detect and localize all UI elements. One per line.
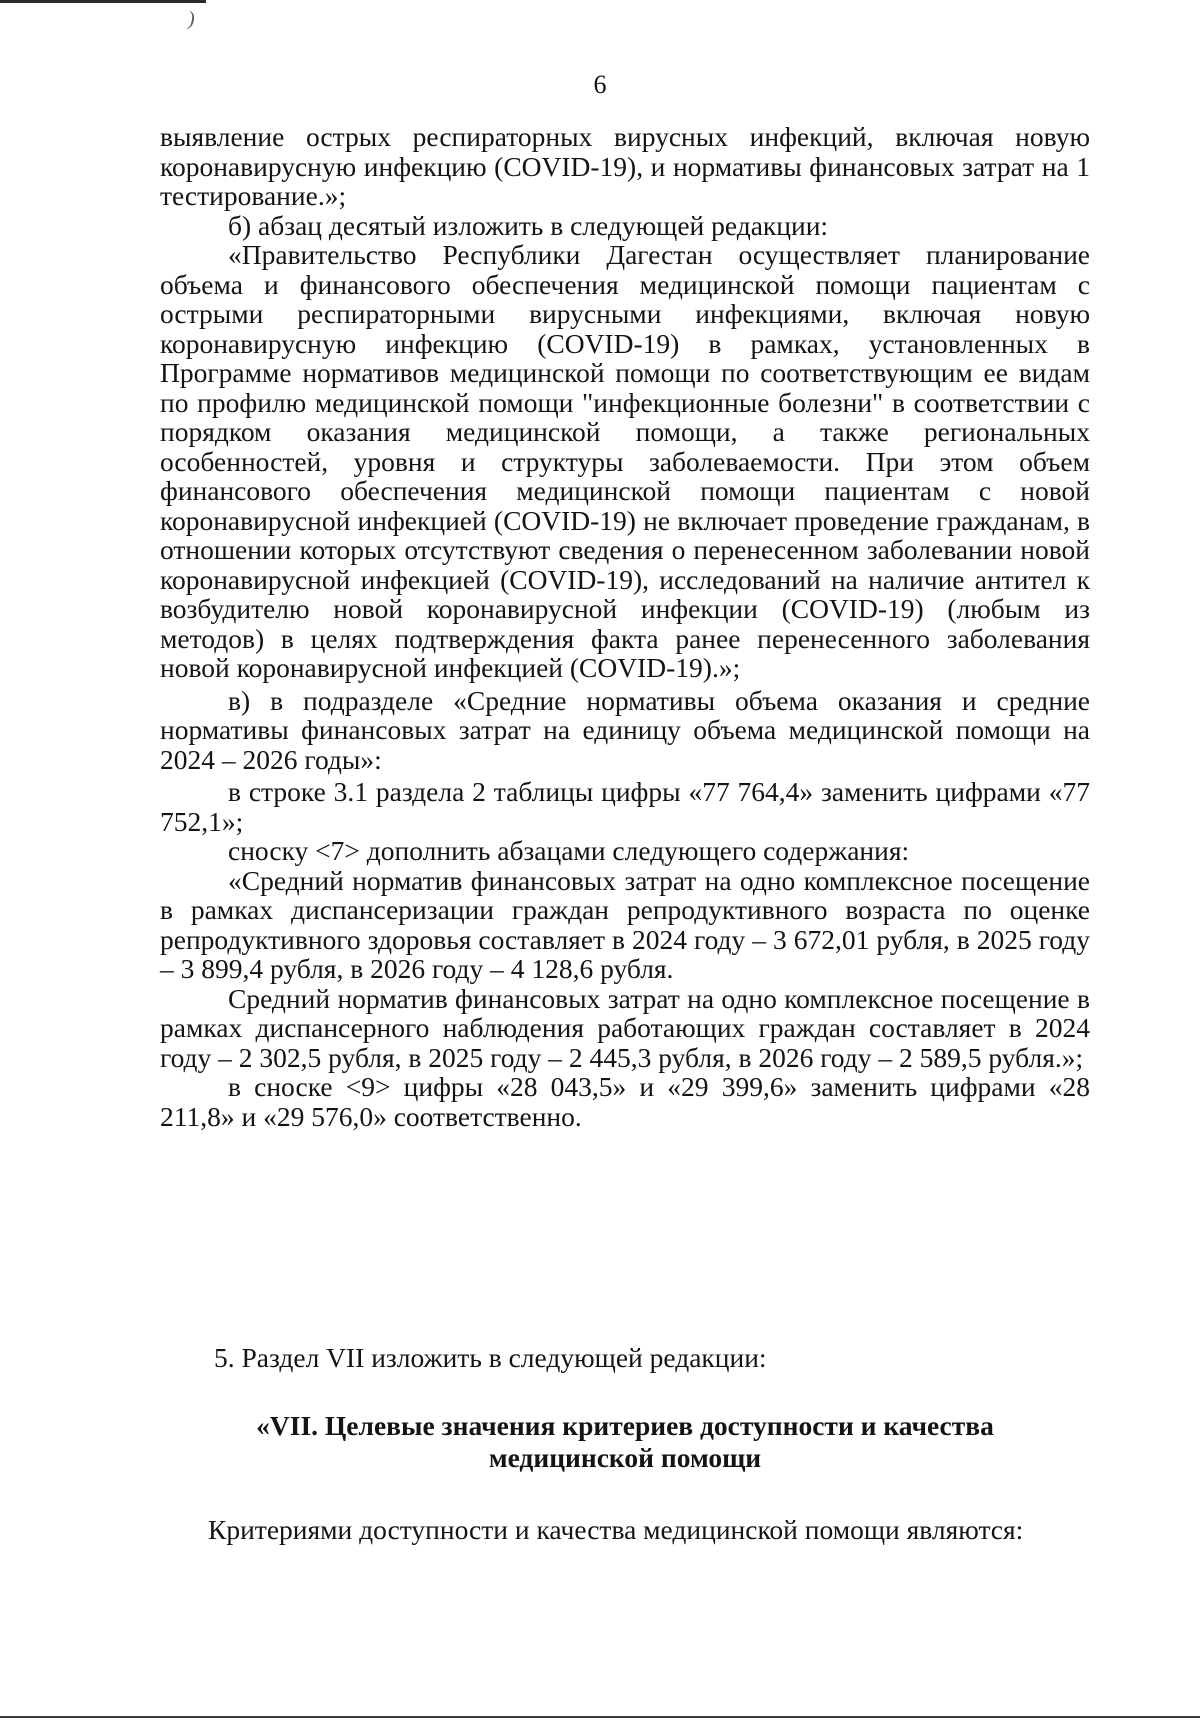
criteria-intro: Критериями доступности и качества медицинской помощи являются: (208, 1514, 1024, 1545)
paragraph: в строке 3.1 раздела 2 таблицы цифры «77 764,4» заменить цифрами «77 752,1»; (160, 776, 1090, 837)
section-heading (160, 1410, 1090, 1474)
paragraph: в сноске <9> цифры «28 043,5» и «29 399,6» заменить цифрами «28 211,8» и «29 576,0» соответственно. (160, 1071, 1090, 1132)
page-number: 6 (593, 70, 607, 99)
paragraph: выявление острых респираторных вирусных инфекций, включая новую коронавирусную инфекцию (COVID-19), и нормативы финансовых затрат на 1 тестирование.»; (160, 121, 1090, 211)
paragraph: сноску <7> дополнить абзацами следующего содержания: (228, 835, 910, 866)
margin-mark: ) (188, 8, 195, 30)
paragraph: «Правительство Республики Дагестан осуществляет планирование объема и финансового обеспечения медицинской помощи пациентам с острыми респираторными вирусными инфекциями, включая новую коронавирусную инфекцию (COVID-19) в рамках, установленных в Программе нормативов медицинской помощи по соответствующим ее видам по профилю медицинской помощи "инфекционные болезни" в соответствии с порядком оказания медицинской помощи, а также региональных особенностей, уровня и структуры заболеваемости. При этом объем финансового обеспечения медицинской помощи пациентам с новой коронавирусной инфекцией (COVID-19) не включает проведение гражданам, в отношении которых отсутствуют сведения о перенесенном заболевании новой коронавирусной инфекцией (COVID-19), исследований на наличие антител к возбудителю новой коронавирусной инфекции (COVID-19) (любым из методов) в целях подтверждения факта ранее перенесенного заболевания новой коронавирусной инфекцией (COVID-19).»; (160, 239, 1090, 683)
document-body (160, 122, 1090, 1131)
section-item: 5. Раздел VII изложить в следующей редакции: (214, 1342, 767, 1373)
section-heading-line: «VII. Целевые значения критериев доступности и качества (256, 1410, 994, 1441)
paragraph: б) абзац десятый изложить в следующей редакции: (228, 209, 829, 241)
section-heading-line: медицинской помощи (488, 1442, 762, 1473)
scan-edge-bottom (0, 1716, 1200, 1718)
paragraph: Средний норматив финансовых затрат на одно комплексное посещение в рамках диспансерного наблюдения работающих граждан составляет в 2024 году – 2 302,5 рубля, в 2025 году – 2 445,3 рубля, в 2026 году – 2 589,5 рубля.»; (160, 982, 1090, 1073)
paragraph: в) в подразделе «Средние нормативы объема оказания и средние нормативы финансовых затрат на единицу объема медицинской помощи на 2024 – 2026 годы»: (160, 684, 1090, 775)
scan-edge-top (0, 0, 206, 3)
paragraph: «Средний норматив финансовых затрат на одно комплексное посещение в рамках диспансеризации граждан репродуктивного возраста по оценке репродуктивного здоровья составляет в 2024 году – 3 672,01 рубля, в 2025 году – 3 899,4 рубля, в 2026 году – 4 128,6 рубля. (160, 864, 1090, 984)
